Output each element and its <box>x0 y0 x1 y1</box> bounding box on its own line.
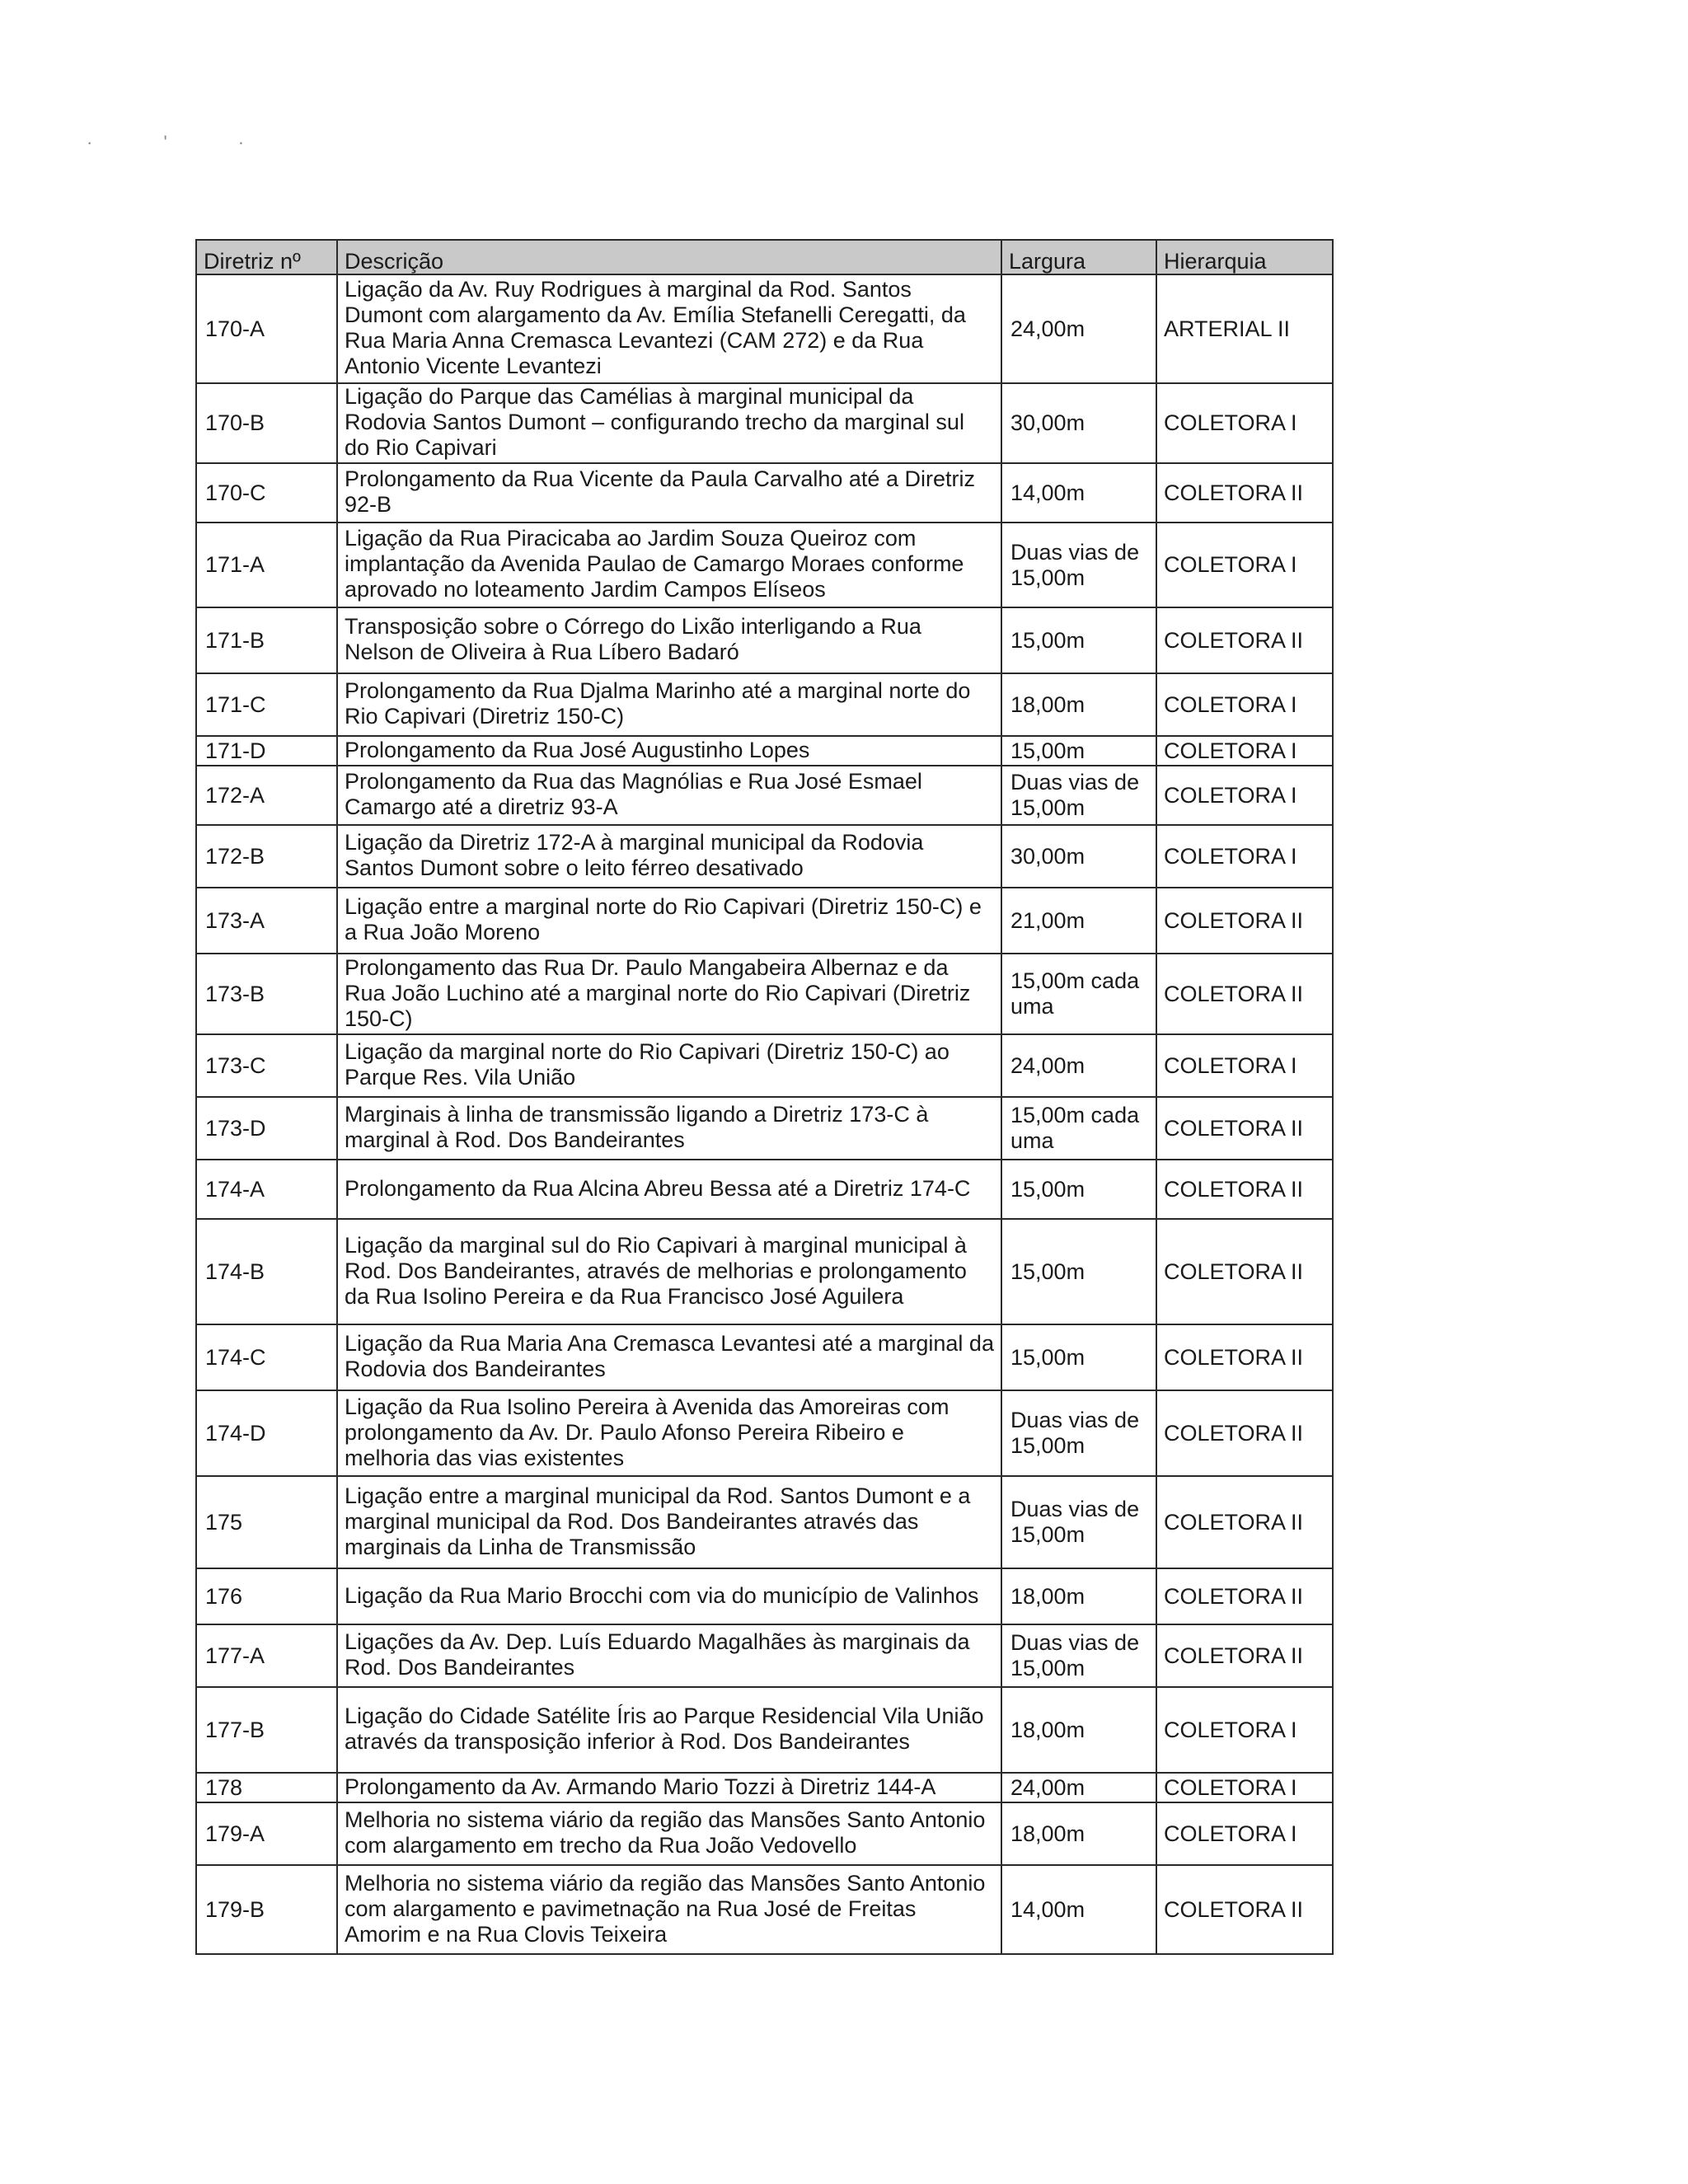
row-hierarquia: COLETORA I <box>1156 736 1333 766</box>
row-largura: 15,00m cada uma <box>1001 1097 1156 1160</box>
row-descricao: Prolongamento da Rua Alcina Abreu Bessa até a Diretriz 174-C <box>337 1160 1001 1219</box>
row-descricao: Transposição sobre o Córrego do Lixão interligando a Rua Nelson de Oliveira à Rua Líbero Badaró <box>337 607 1001 673</box>
row-descricao: Prolongamento da Rua José Augustinho Lopes <box>337 736 1001 766</box>
row-largura: 18,00m <box>1001 1568 1156 1624</box>
row-hierarquia: COLETORA I <box>1156 1687 1333 1773</box>
row-diretriz: 170-C <box>196 463 337 523</box>
row-diretriz: 174-B <box>196 1219 337 1324</box>
row-diretriz: 173-C <box>196 1034 337 1097</box>
table-row <box>196 888 1333 954</box>
row-hierarquia: COLETORA II <box>1156 1390 1333 1476</box>
table-row <box>196 1219 1333 1324</box>
row-diretriz: 174-A <box>196 1160 337 1219</box>
row-descricao: Prolongamento da Rua Vicente da Paula Carvalho até a Diretriz 92-B <box>337 463 1001 523</box>
header-largura: Largura <box>1001 240 1156 274</box>
table-row <box>196 1568 1333 1624</box>
row-descricao: Ligação do Parque das Camélias à marginal municipal da Rodovia Santos Dumont – configurando trecho da marginal sul do Rio Capivari <box>337 383 1001 463</box>
table-row <box>196 1390 1333 1476</box>
row-hierarquia: COLETORA II <box>1156 1219 1333 1324</box>
scan-specks: · ' · <box>87 132 278 152</box>
row-largura: 18,00m <box>1001 1687 1156 1773</box>
row-diretriz: 173-A <box>196 888 337 954</box>
table-row <box>196 523 1333 607</box>
row-diretriz: 176 <box>196 1568 337 1624</box>
row-descricao: Ligação do Cidade Satélite Íris ao Parque Residencial Vila União através da transposição inferior à Rod. Dos Bandeirantes <box>337 1687 1001 1773</box>
row-hierarquia: COLETORA II <box>1156 1624 1333 1687</box>
row-descricao: Ligação da Rua Isolino Pereira à Avenida das Amoreiras com prolongamento da Av. Dr. Paulo Afonso Pereira Ribeiro e melhoria das vias existentes <box>337 1390 1001 1476</box>
row-descricao: Ligação da Rua Piracicaba ao Jardim Souza Queiroz com implantação da Avenida Paulao de Camargo Moraes conforme aprovado no loteamento Jardim Campos Elíseos <box>337 523 1001 607</box>
row-diretriz: 171-B <box>196 607 337 673</box>
row-diretriz: 173-D <box>196 1097 337 1160</box>
row-hierarquia: COLETORA I <box>1156 673 1333 736</box>
table-row <box>196 673 1333 736</box>
header-descricao: Descrição <box>337 240 1001 274</box>
row-diretriz: 177-B <box>196 1687 337 1773</box>
table-row <box>196 766 1333 825</box>
row-descricao: Prolongamento das Rua Dr. Paulo Mangabeira Albernaz e da Rua João Luchino até a marginal norte do Rio Capivari (Diretriz 150-C) <box>337 954 1001 1034</box>
row-descricao: Melhoria no sistema viário da região das Mansões Santo Antonio com alargamento e pavimetnação na Rua José de Freitas Amorim e na Rua Clovis Teixeira <box>337 1865 1001 1954</box>
row-largura: Duas vias de 15,00m <box>1001 1624 1156 1687</box>
row-largura: 18,00m <box>1001 673 1156 736</box>
row-largura: 14,00m <box>1001 1865 1156 1954</box>
row-largura: 15,00m <box>1001 1324 1156 1390</box>
table-row <box>196 1865 1333 1954</box>
header-row <box>196 240 1333 274</box>
row-diretriz: 172-A <box>196 766 337 825</box>
row-largura: 24,00m <box>1001 1773 1156 1802</box>
row-hierarquia: COLETORA II <box>1156 1324 1333 1390</box>
row-largura: 15,00m <box>1001 736 1156 766</box>
row-descricao: Melhoria no sistema viário da região das Mansões Santo Antonio com alargamento em trecho da Rua João Vedovello <box>337 1802 1001 1865</box>
row-largura: 15,00m <box>1001 1160 1156 1219</box>
row-largura: 30,00m <box>1001 383 1156 463</box>
table-row <box>196 607 1333 673</box>
row-diretriz: 174-D <box>196 1390 337 1476</box>
table-row <box>196 1097 1333 1160</box>
row-descricao: Ligação da marginal sul do Rio Capivari à marginal municipal à Rod. Dos Bandeirantes, através de melhorias e prolongamento da Rua Isolino Pereira e da Rua Francisco José Aguilera <box>337 1219 1001 1324</box>
row-largura: Duas vias de 15,00m <box>1001 1476 1156 1568</box>
row-hierarquia: COLETORA II <box>1156 1568 1333 1624</box>
row-largura: Duas vias de 15,00m <box>1001 523 1156 607</box>
table-row <box>196 1324 1333 1390</box>
row-descricao: Ligação da Rua Maria Ana Cremasca Levantesi até a marginal da Rodovia dos Bandeirantes <box>337 1324 1001 1390</box>
table-row <box>196 1034 1333 1097</box>
row-hierarquia: COLETORA II <box>1156 607 1333 673</box>
table-row <box>196 1624 1333 1687</box>
table-row <box>196 736 1333 766</box>
row-diretriz: 174-C <box>196 1324 337 1390</box>
row-descricao: Marginais à linha de transmissão ligando a Diretriz 173-C à marginal à Rod. Dos Bandeirantes <box>337 1097 1001 1160</box>
row-diretriz: 172-B <box>196 825 337 888</box>
table-row <box>196 825 1333 888</box>
table-row <box>196 954 1333 1034</box>
row-descricao: Ligação da Av. Ruy Rodrigues à marginal da Rod. Santos Dumont com alargamento da Av. Emília Stefanelli Ceregatti, da Rua Maria Anna Cremasca Levantezi (CAM 272) e da Rua Antonio Vicente Levantezi <box>337 274 1001 383</box>
row-largura: 15,00m <box>1001 607 1156 673</box>
table-row <box>196 1160 1333 1219</box>
row-largura: Duas vias de 15,00m <box>1001 766 1156 825</box>
guidelines-table <box>195 239 1334 1955</box>
table-row <box>196 1773 1333 1802</box>
row-descricao: Ligação entre a marginal municipal da Rod. Santos Dumont e a marginal municipal da Rod. Dos Bandeirantes através das marginais da Linha de Transmissão <box>337 1476 1001 1568</box>
row-diretriz: 170-B <box>196 383 337 463</box>
row-largura: 24,00m <box>1001 1034 1156 1097</box>
row-hierarquia: COLETORA II <box>1156 1097 1333 1160</box>
row-hierarquia: COLETORA I <box>1156 1034 1333 1097</box>
row-diretriz: 179-B <box>196 1865 337 1954</box>
table-row <box>196 383 1333 463</box>
row-largura: 18,00m <box>1001 1802 1156 1865</box>
row-hierarquia: COLETORA I <box>1156 1773 1333 1802</box>
row-hierarquia: COLETORA II <box>1156 954 1333 1034</box>
row-diretriz: 173-B <box>196 954 337 1034</box>
table-row <box>196 274 1333 383</box>
row-hierarquia: COLETORA I <box>1156 1802 1333 1865</box>
row-diretriz: 171-A <box>196 523 337 607</box>
row-diretriz: 171-D <box>196 736 337 766</box>
row-hierarquia: COLETORA II <box>1156 1160 1333 1219</box>
table-row <box>196 463 1333 523</box>
row-hierarquia: COLETORA II <box>1156 463 1333 523</box>
row-diretriz: 171-C <box>196 673 337 736</box>
row-diretriz: 178 <box>196 1773 337 1802</box>
row-hierarquia: ARTERIAL II <box>1156 274 1333 383</box>
row-hierarquia: COLETORA II <box>1156 888 1333 954</box>
row-hierarquia: COLETORA I <box>1156 766 1333 825</box>
row-diretriz: 175 <box>196 1476 337 1568</box>
table-row <box>196 1476 1333 1568</box>
row-largura: 21,00m <box>1001 888 1156 954</box>
row-descricao: Prolongamento da Rua das Magnólias e Rua José Esmael Camargo até a diretriz 93-A <box>337 766 1001 825</box>
row-hierarquia: COLETORA I <box>1156 523 1333 607</box>
row-descricao: Ligação da marginal norte do Rio Capivari (Diretriz 150-C) ao Parque Res. Vila União <box>337 1034 1001 1097</box>
row-diretriz: 170-A <box>196 274 337 383</box>
row-largura: Duas vias de 15,00m <box>1001 1390 1156 1476</box>
row-largura: 30,00m <box>1001 825 1156 888</box>
row-descricao: Ligação entre a marginal norte do Rio Capivari (Diretriz 150-C) e a Rua João Moreno <box>337 888 1001 954</box>
row-hierarquia: COLETORA I <box>1156 383 1333 463</box>
row-diretriz: 179-A <box>196 1802 337 1865</box>
header-hierarquia: Hierarquia <box>1156 240 1333 274</box>
row-largura: 14,00m <box>1001 463 1156 523</box>
row-diretriz: 177-A <box>196 1624 337 1687</box>
row-largura: 24,00m <box>1001 274 1156 383</box>
row-hierarquia: COLETORA II <box>1156 1476 1333 1568</box>
row-descricao: Ligação da Diretriz 172-A à marginal municipal da Rodovia Santos Dumont sobre o leito férreo desativado <box>337 825 1001 888</box>
row-descricao: Ligações da Av. Dep. Luís Eduardo Magalhães às marginais da Rod. Dos Bandeirantes <box>337 1624 1001 1687</box>
row-hierarquia: COLETORA II <box>1156 1865 1333 1954</box>
row-descricao: Prolongamento da Rua Djalma Marinho até a marginal norte do Rio Capivari (Diretriz 150-C) <box>337 673 1001 736</box>
row-largura: 15,00m <box>1001 1219 1156 1324</box>
header-diretriz: Diretriz nº <box>196 240 337 274</box>
table-row <box>196 1802 1333 1865</box>
row-largura: 15,00m cada uma <box>1001 954 1156 1034</box>
table-row <box>196 1687 1333 1773</box>
row-hierarquia: COLETORA I <box>1156 825 1333 888</box>
row-descricao: Ligação da Rua Mario Brocchi com via do município de Valinhos <box>337 1568 1001 1624</box>
row-descricao: Prolongamento da Av. Armando Mario Tozzi à Diretriz 144-A <box>337 1773 1001 1802</box>
